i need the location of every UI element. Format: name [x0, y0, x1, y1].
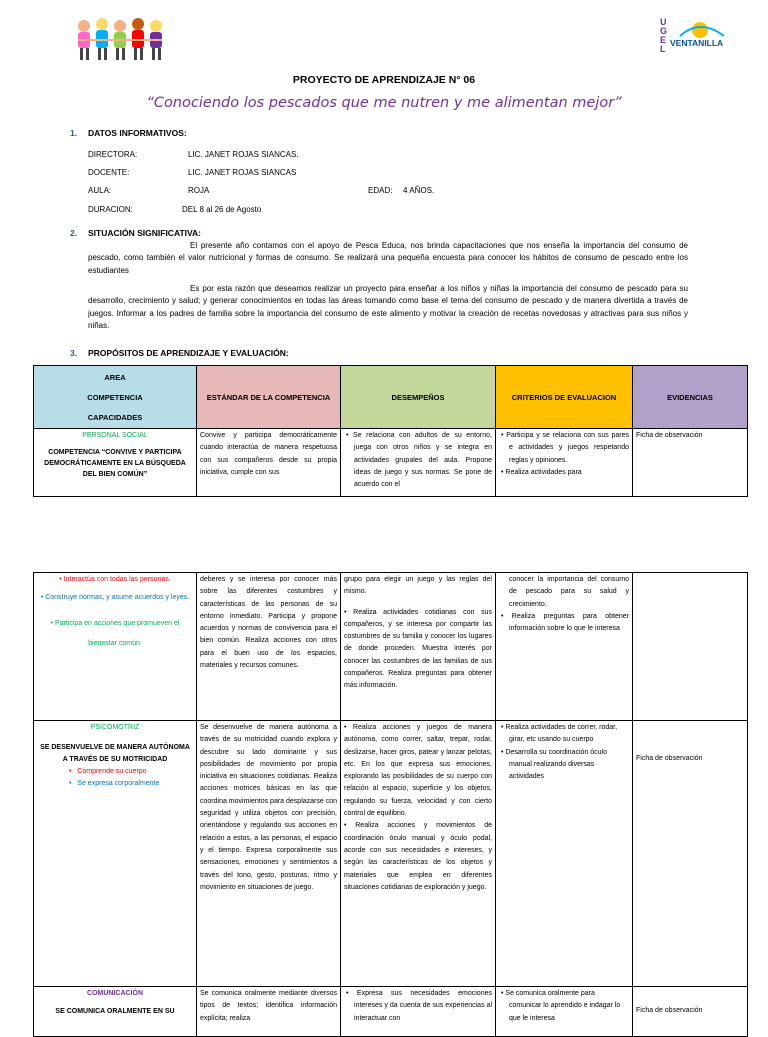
- directora-value: LIC. JANET ROJAS SIANCAS.: [188, 150, 299, 159]
- competencia-convive: COMPETENCIA “CONVIVE Y PARTICIPA DEMOCRÁTICAMENTE EN LA BÚSQUEDA DEL BIEN COMÚN”: [44, 449, 186, 478]
- header-desempenos: DESEMPEÑOS: [341, 366, 496, 429]
- criterio-realiza-preguntas: • Realiza preguntas para obtener información sobre lo que le interesa: [501, 612, 629, 633]
- aula-value: ROJA: [188, 186, 210, 195]
- duracion-value: DEL 8 al 26 de Agosto: [182, 205, 262, 214]
- aula-label: AULA:: [88, 186, 112, 195]
- criterio-comunica-oralmente: • Se comunica oralmente para comunicar lo aprendido e indagar lo que le interesa: [501, 990, 621, 1022]
- directora-label: DIRECTORA:: [88, 150, 138, 159]
- capacidad-construye-normas: • Construye normas, y asume acuerdos y leyes.: [40, 594, 190, 601]
- section-3-heading: 3. PROPÓSITOS DE APRENDIZAJE Y EVALUACIÓN:: [70, 348, 289, 358]
- criterio-correr-rodar: • Realiza actividades de correr, rodar, girar, etc usando su cuerpo: [501, 724, 618, 744]
- table-header-row: [34, 366, 748, 429]
- header-criterios: CRITERIOS DE EVALUACION: [496, 366, 633, 429]
- competencia-desenvuelve: SE DESENVUELVE DE MANERA AUTÓNOMA A TRAVÉS DE SU MOTRICIDAD: [40, 744, 190, 763]
- situacion-paragraph-2: Es por esta razón que deseamos realizar un proyecto para enseñar a los niños y niñas la importancia del consumo de pescado para su desarrollo, crecimiento y salud; y generar conocimientos en todas las áreas tomando como base el tema del consumo de pescado y de manera divertida a través de juegos. Informar a los padres de familia sobre la importancia del consumo de este alimento y motivar la creación de recetas novedosas y atractivas para sus niños y niñas.: [88, 284, 688, 331]
- section-2-heading: 2. SITUACIÓN SIGNIFICATIVA:: [70, 228, 202, 238]
- children-logo: [72, 16, 167, 64]
- situacion-paragraph-1: El presente año contamos con el apoyo de Pesca Educa, nos brinda capacitaciones que nos enseña la importancia del consumo de pescado, como también el valor nutricional y formas de consumo. Se realizará una pequeña encuesta para conocer los hábitos de consumo de pescado entre los estudiantes: [88, 241, 688, 275]
- table-row-comunicacion: [34, 987, 748, 1037]
- criterio-participa: • Participa y se relaciona con sus pares e actividades y juegos respetando reglas y opiniones.: [501, 432, 629, 464]
- area-comunicacion: COMUNICACIÓN: [87, 990, 143, 997]
- header-area-cell: AREA COMPETENCIA CAPACIDADES: [34, 366, 197, 429]
- criterio-coordinacion: • Desarrolla su coordinación óculo manual realizando diversas actividades: [501, 748, 607, 781]
- sun-icon: [670, 18, 726, 38]
- table-row-personal-social-cont: [34, 573, 748, 721]
- desempeno-relaciona: • Se relaciona con adultos de su entorno, juega con otros niños y se integra en actividades grupales del aula. Propone ideas de juego y sus normas. Se pone de acuerdo con el: [346, 432, 492, 489]
- section-1-heading: 1. DATOS INFORMATIVOS:: [70, 128, 187, 138]
- project-subtitle: “Conociendo los pescados que me nutren y me alimentan mejor”: [146, 95, 622, 111]
- criterio-conocer-importancia: conocer la importancia del consumo de pescado para su salud y crecimiento.: [509, 576, 629, 608]
- duracion-label: DURACION:: [88, 205, 133, 214]
- area-psicomotriz: PSICOMOTRIZ: [90, 724, 140, 731]
- ugel-name: VENTANILLA: [670, 38, 724, 48]
- docente-value: LIC. JANET ROJAS SIANCAS: [188, 168, 297, 177]
- desempeno-acciones-juegos: • Realiza acciones y juegos de manera autónoma, como correr, saltar, trepar, rodar, deslizarse, hacer giros, patear y lanzar pelotas, etc. En los que expresa sus emociones, explorando las posibilidades de su cuerpo con relación al espacio, superficie y los objetos, regulando su fuerza, velocidad y con cierto control de equilibrio.: [344, 724, 492, 818]
- estandar-convive-cont: deberes y se interesa por conocer más sobre las diferentes costumbres y características de las personas de su entorno inmediato. Participa y propone acuerdos y normas de convivencia para el bien común. Realiza acciones con otros para el buen uso de los espacios, materiales y recursos comunes.: [197, 573, 341, 721]
- capacidad-interactua: • Interactúa con todas las personas.: [59, 576, 171, 583]
- table-row-personal-social: [34, 429, 748, 497]
- ugel-letters: UGEL: [660, 17, 668, 54]
- purposes-table-page1: [33, 365, 748, 497]
- desempeno-expresa: • Expresa sus necesidades emociones intereses y da cuenta de sus experiencias al interactuar con: [346, 990, 492, 1022]
- table-row-psicomotriz: [34, 721, 748, 987]
- desempeno-grupo: grupo para elegir un juego y las reglas del mismo.: [344, 576, 492, 596]
- evidencia-psicomotriz: Ficha de observación: [633, 721, 748, 987]
- page-title: PROYECTO DE APRENDIZAJE N° 06: [292, 74, 476, 86]
- estandar-desenvuelve: Se desenvuelve de manera autónoma a través de su motricidad cuando explora y descubre su lado dominante y sus posibilidades de movimiento por propia iniciativa en situaciones cotidianas. Realiza acciones motrices básicas en las que coordina movimientos para desplazarse con seguridad y utiliza objetos con precisión, orientándose y regulando sus acciones en relación a estos, a las personas, el espacio y el tiempo. Expresa corporalmente sus sensaciones, emociones y sentimientos a través del tono, gesto, posturas, ritmo y movimiento en situaciones de juego.: [197, 721, 341, 987]
- capacidad-expresa-corporalmente: • Se expresa corporalmente: [69, 780, 160, 787]
- ugel-ventanilla-logo: [656, 18, 728, 62]
- estandar-comunica: Se comunica oralmente mediante diversos tipos de textos; identifica información explícita; realiza: [197, 987, 341, 1037]
- header-estandar: ESTÁNDAR DE LA COMPETENCIA: [197, 366, 341, 429]
- header-evidencias: EVIDENCIAS: [633, 366, 748, 429]
- desempeno-actividades-cotidianas: • Realiza actividades cotidianas con sus compañeros, y se interesa por compartir las costumbres de su familia y conocer los lugares de donde proceden. Muestra interés por conocer las costumbres de las familias de sus compañeros. Realiza preguntas para obtener más información.: [344, 608, 492, 690]
- criterio-realiza-actividades: • Realiza actividades para: [501, 468, 582, 476]
- capacidad-participa: • Participa en acciones que promueven el bienestar común.: [50, 620, 180, 647]
- area-personal-social: PERSONAL SOCIAL: [82, 432, 148, 439]
- capacidad-comprende-cuerpo: • Comprende su cuerpo: [69, 768, 147, 775]
- evidencia-ps: Ficha de observación: [633, 429, 748, 497]
- purposes-table-page2: [33, 572, 748, 1037]
- competencia-comunica-oralmente: SE COMUNICA ORALMENTE EN SU: [55, 1008, 175, 1015]
- edad-value: 4 AÑOS.: [403, 186, 435, 195]
- evidencia-comunicacion: Ficha de observación: [633, 987, 748, 1037]
- edad-label: EDAD:: [368, 186, 393, 195]
- estandar-convive: Convive y participa democráticamente cuando interactúa de manera respetuosa con sus compañeros desde su propia iniciativa, cumple con sus: [197, 429, 341, 497]
- desempeno-coordinacion: • Realiza acciones y movimientos de coordinación óculo manual y óculo podal, acorde con sus necesidades e intereses, y según las características de los objetos y materiales que emplea en diferentes situaciones cotidianas de exploración y juego.: [344, 822, 492, 891]
- docente-label: DOCENTE:: [88, 168, 130, 177]
